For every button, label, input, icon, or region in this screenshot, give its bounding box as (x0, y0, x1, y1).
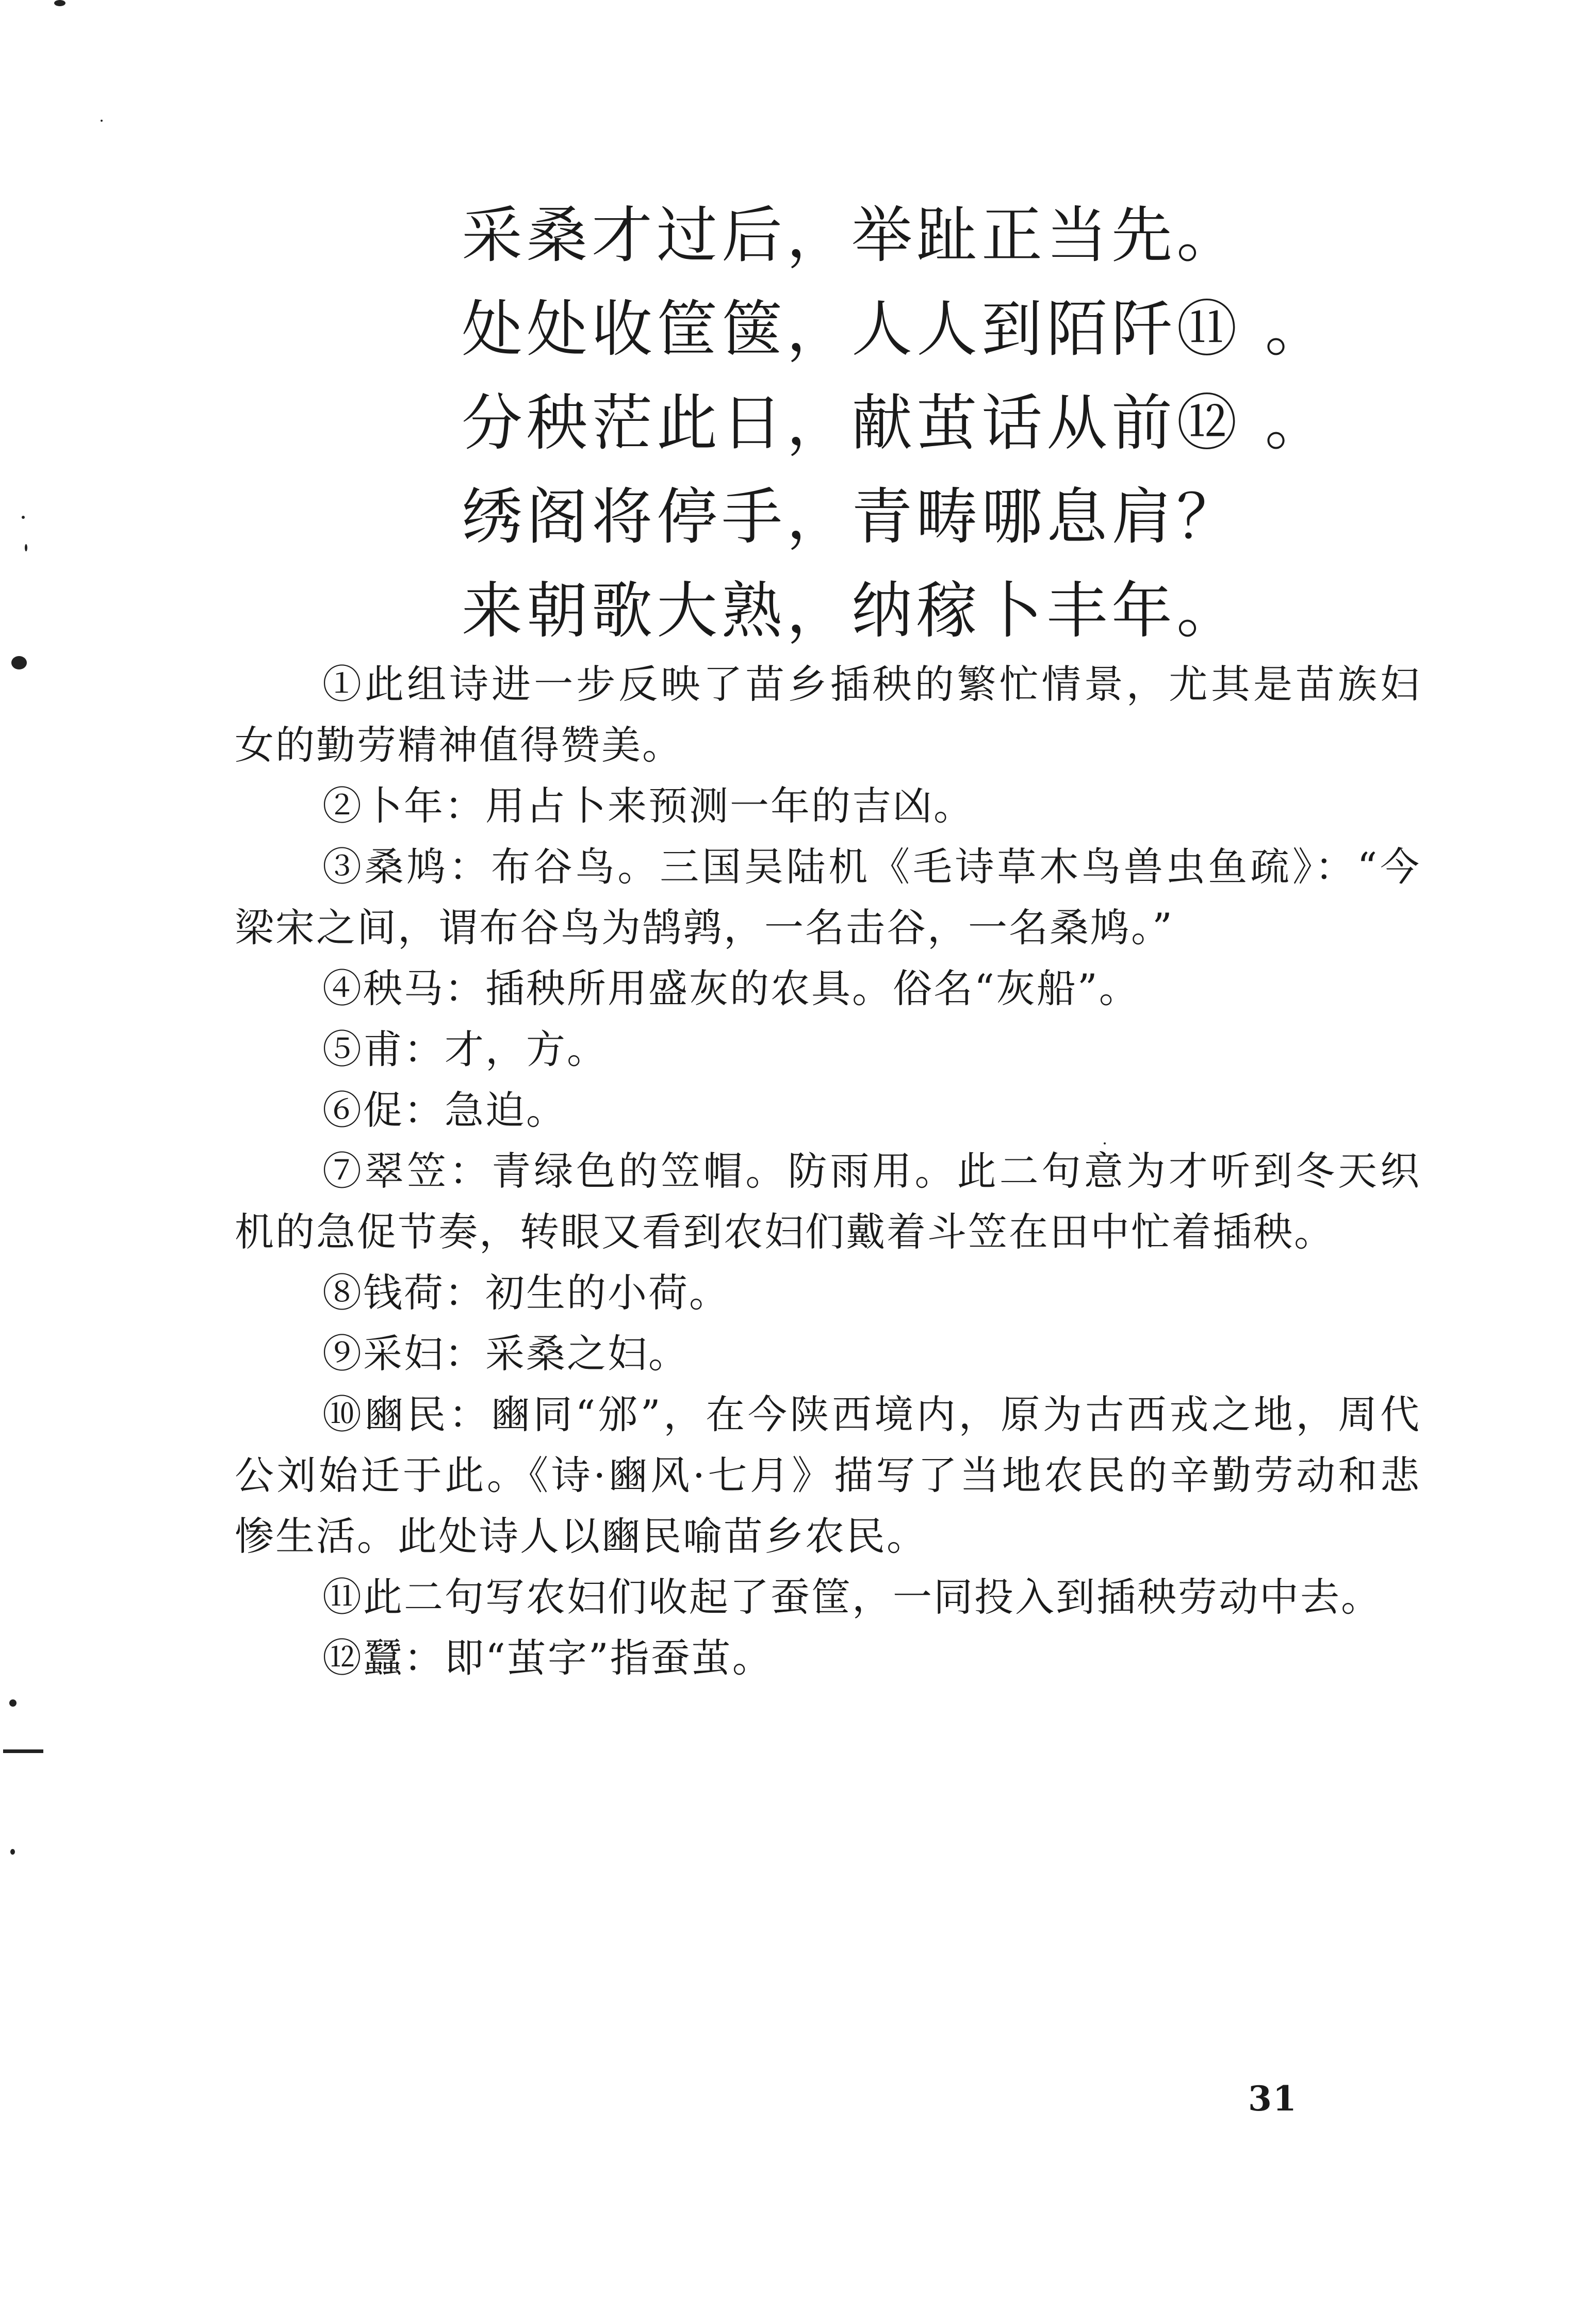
footnote: ⑫蠶：即“茧字”指蚕茧。 (322, 1635, 773, 1681)
footnote: ⑥促：急迫。 (322, 1087, 567, 1133)
scan-speck (9, 1699, 17, 1707)
scan-speck (25, 544, 27, 551)
scan-speck (54, 0, 65, 6)
poem-line: 绣阁将停手，青畴哪息肩？ (462, 481, 1242, 552)
footnote: ①此组诗进一步反映了苗乡插秧的繁忙情景，尤其是苗族妇女的勤劳精神值得赞美。 (235, 661, 1421, 768)
footnote: ⑩豳民：豳同“邠”，在今陕西境内，原为古西戎之地，周代公刘始迁于此。《诗·豳风·七月》描写了当地农民的辛勤劳动和悲惨生活。此处诗人以豳民喻苗乡农民。 (235, 1392, 1421, 1559)
scan-speck (101, 120, 103, 122)
poem-line: 分秧茫此日，献茧话从前⑫ 。 (462, 387, 1330, 459)
footnote: ⑧钱荷：初生的小荷。 (322, 1270, 730, 1316)
footnote: ④秧马：插秧所用盛灰的农具。俗名“灰船”。 (322, 965, 1140, 1011)
footnote: ⑤甫：才，方。 (322, 1026, 608, 1072)
poem-line: 采桑才过后，举趾正当先。 (462, 200, 1242, 271)
scan-speck (1104, 1142, 1106, 1144)
binding-mark (3, 1749, 43, 1753)
footnotes (235, 654, 1421, 1689)
poem-line: 处处收筐箧，人人到陌阡⑪ 。 (462, 293, 1330, 365)
footnote: ⑪此二句写农妇们收起了蚕筐，一同投入到插秧劳动中去。 (322, 1574, 1382, 1620)
footnote: ③桑鸠：布谷鸟。三国吴陆机《毛诗草木鸟兽虫鱼疏》：“今梁宋之间，谓布谷鸟为鹄鹑，一名击谷，一名桑鸠。” (235, 844, 1421, 951)
poem-line: 来朝歌大熟，纳稼卜丰年。 (462, 575, 1242, 646)
footnote: ⑨采妇：采桑之妇。 (322, 1331, 689, 1377)
scan-speck (10, 1849, 15, 1855)
footnote: ②卜年：用占卜来预测一年的吉凶。 (322, 783, 974, 829)
poem (462, 188, 1330, 658)
scan-speck (22, 516, 25, 519)
footnote: ⑦翠笠：青绿色的笠帽。防雨用。此二句意为才听到冬天织机的急促节奏，转眼又看到农妇们戴着斗笠在田中忙着插秧。 (235, 1148, 1421, 1255)
page-number: 31 (1248, 2078, 1298, 2119)
scan-speck (11, 656, 27, 669)
